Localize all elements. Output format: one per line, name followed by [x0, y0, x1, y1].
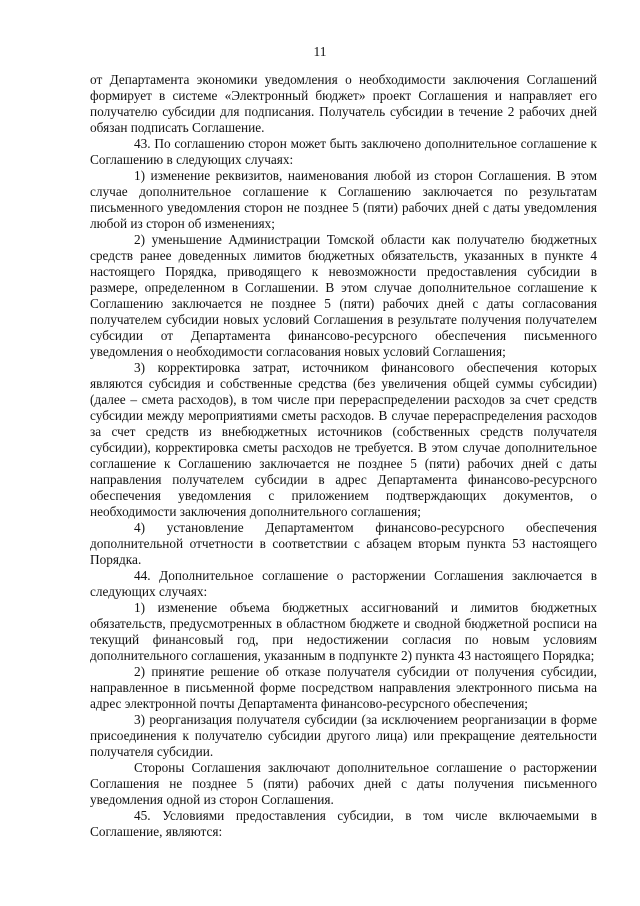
paragraph-clause-43: 43. По соглашению сторон может быть заключено дополнительное соглашение к Соглашению в следующих случаях: — [90, 136, 597, 167]
paragraph-clause-44: 44. Дополнительное соглашение о расторжении Соглашения заключается в следующих случаях: — [90, 568, 597, 599]
paragraph-termination-terms: Стороны Соглашения заключают дополнительное соглашение о расторжении Соглашения не позднее 5 (пяти) рабочих дней с даты получения письменного уведомления одной из сторон Соглашения. — [90, 760, 597, 807]
document-body — [90, 72, 597, 840]
paragraph-clause-44-item-2: 2) принятие решение об отказе получателя субсидии от получения субсидии, направленное в письменной форме посредством направления электронного письма на адрес электронной почты Департамента финансово-ресурсного обеспечения; — [90, 664, 597, 711]
page-number: 11 — [313, 44, 327, 59]
paragraph-clause-43-item-3: 3) корректировка затрат, источником финансового обеспечения которых являются субсидия и собственные средства (без увеличения общей суммы субсидии) (далее – смета расходов), в том числе при перераспределении расходов за счет средств субсидии между мероприятиями сметы расходов. В случае перераспределения расходов за счет средств из внебюджетных источников (собственных средств получателя субсидии), корректировка сметы расходов не требуется. В этом случае дополнительное соглашение к Соглашению заключается не позднее 5 (пяти) рабочих дней с даты направления получателем субсидии в адрес Департамента финансово-ресурсного обеспечения уведомления с приложением подтверждающих документов, о необходимости заключения дополнительного соглашения; — [90, 360, 597, 519]
paragraph-clause-43-item-4: 4) установление Департаментом финансово-ресурсного обеспечения дополнительной отчетности в соответствии с абзацем вторым пункта 53 настоящего Порядка. — [90, 520, 597, 567]
paragraph-clause-44-item-1: 1) изменение объема бюджетных ассигнований и лимитов бюджетных обязательств, предусмотренных в областном бюджете и сводной бюджетной росписи на текущий финансовый год, при недостижении согласия по новым условиям дополнительного соглашения, указанным в подпункте 2) пункта 43 настоящего Порядка; — [90, 600, 597, 663]
paragraph-clause-43-item-2: 2) уменьшение Администрации Томской области как получателю бюджетных средств ранее доведенных лимитов бюджетных обязательств, указанных в пункте 4 настоящего Порядка, приводящего к невозможности предоставления субсидии в размере, определенном в Соглашении. В этом случае дополнительное соглашение к Соглашению заключается не позднее 5 (пяти) рабочих дней с даты согласования получателем субсидии новых условий Соглашения в результате получения получателем субсидии от Департамента финансово-ресурсного обеспечения письменного уведомления о необходимости согласования новых условий Соглашения; — [90, 232, 597, 359]
paragraph-clause-43-item-1: 1) изменение реквизитов, наименования любой из сторон Соглашения. В этом случае дополнительное соглашение к Соглашению заключается по результатам письменного уведомления сторон не позднее 5 (пяти) рабочих дней с даты уведомления любой из сторон об изменениях; — [90, 168, 597, 231]
paragraph-clause-45: 45. Условиями предоставления субсидии, в том числе включаемыми в Соглашение, являются: — [90, 808, 597, 839]
paragraph-continuation: от Департамента экономики уведомления о необходимости заключения Соглашений формирует в системе «Электронный бюджет» проект Соглашения и направляет его получателю субсидии для подписания. Получатель субсидии в течение 2 рабочих дней обязан подписать Соглашение. — [90, 72, 597, 135]
paragraph-clause-44-item-3: 3) реорганизация получателя субсидии (за исключением реорганизации в форме присоединения к получателю субсидии другого лица) или прекращение деятельности получателя субсидии. — [90, 712, 597, 759]
